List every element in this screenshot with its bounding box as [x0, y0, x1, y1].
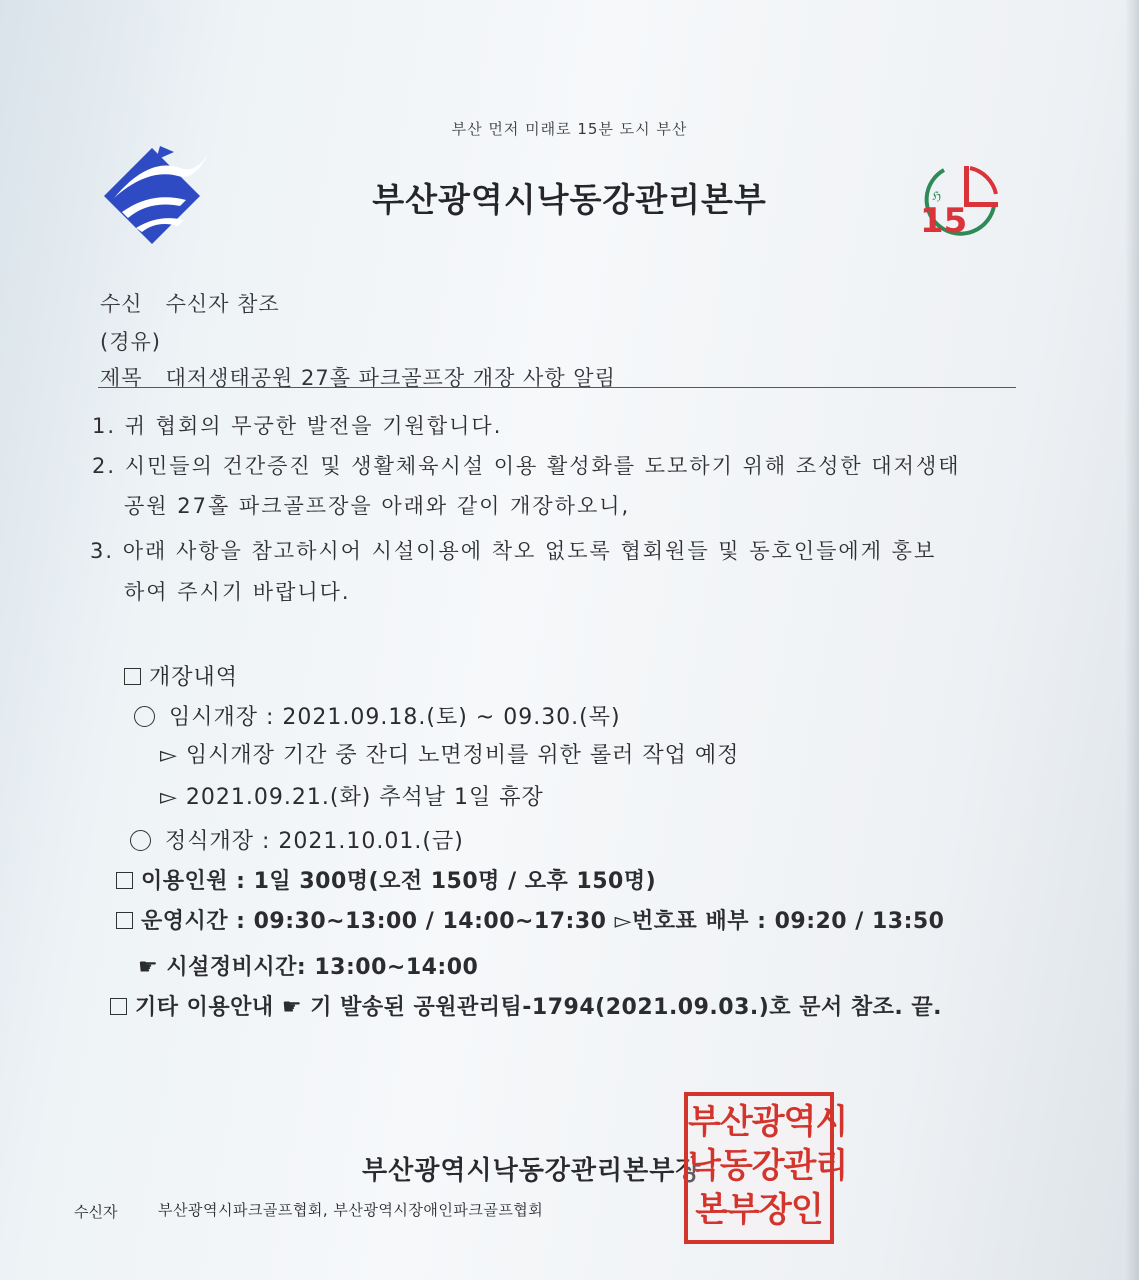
recipient-label: 수신 [100, 292, 143, 316]
circle-bullet-icon [134, 706, 155, 727]
temp-opening [134, 700, 621, 731]
paragraph-2-line-2: 공원 27홀 파크골프장을 아래와 같이 개장하오니, [124, 494, 631, 518]
other-info-text: 기타 이용안내 ☛ 기 발송된 공원관리팀-1794(2021.09.03.)호 문서 참조. 끝. [135, 995, 943, 1020]
operating-hours [116, 904, 944, 935]
paragraph-3-line-1: 3. 아래 사항을 참고하시어 시설이용에 착오 없도록 협회원들 및 동호인들에게 홍보 [90, 539, 937, 563]
paragraph-1: 1. 귀 협회의 무궁한 발전을 기원합니다. [92, 414, 503, 438]
fifteen-minute-city-badge [914, 160, 1006, 240]
temp-opening-text: 임시개장 : 2021.09.18.(토) ~ 09.30.(목) [169, 705, 621, 730]
header-divider [98, 387, 1016, 388]
seal-line-3: 본부장인 [695, 1190, 823, 1230]
capacity-text: 이용인원 : 1일 300명(오전 150명 / 오후 150명) [141, 869, 657, 894]
maintenance-time: ☛ 시설정비시간: 13:00~14:00 [138, 955, 479, 980]
recipient-value: 수신자 참조 [165, 292, 280, 316]
circle-bullet-icon [130, 830, 151, 851]
recipients-value: 부산광역시파크골프협회, 부산광역시장애인파크골프협회 [158, 1201, 544, 1219]
svg-text:15: 15 [920, 201, 968, 240]
checkbox-square-icon [116, 912, 133, 929]
other-info [110, 990, 942, 1021]
subject-label: 제목 [100, 366, 143, 390]
paragraph-3-line-2: 하여 주시기 바랍니다. [124, 580, 351, 604]
temp-note-closure: ▻ 2021.09.21.(화) 추석날 1일 휴장 [160, 785, 544, 810]
slogan: 부산 먼저 미래로 15분 도시 부산 [451, 120, 688, 138]
official-opening-text: 정식개장 : 2021.10.01.(금) [165, 829, 464, 854]
temp-note-roller: ▻ 임시개장 기간 중 잔디 노면정비를 위한 롤러 작업 예정 [160, 743, 740, 768]
svg-text:ℌ: ℌ [932, 189, 942, 203]
checkbox-square-icon [110, 998, 127, 1015]
checkbox-square-icon [124, 668, 141, 685]
checkbox-square-icon [116, 872, 133, 889]
paragraph-2-line-1: 2. 시민들의 건간증진 및 생활체육시설 이용 활성화를 도모하기 위해 조성한 대저생태 [92, 454, 961, 478]
recipients-label: 수신자 [74, 1203, 118, 1221]
opening-heading-text: 개장내역 [149, 665, 239, 690]
subject-value: 대저생태공원 27홀 파크골프장 개장 사항 알림 [165, 366, 616, 390]
official-seal [684, 1092, 848, 1244]
opening-heading [124, 660, 238, 691]
operating-hours-text: 운영시간 : 09:30~13:00 / 14:00~17:30 ▻번호표 배부 : 09:20 / 13:50 [141, 909, 945, 934]
official-opening [130, 824, 464, 855]
via-row: (경유) [100, 330, 161, 354]
org-title: 부산광역시낙동강관리본부 [372, 180, 767, 219]
capacity [116, 864, 656, 895]
seal-line-2: 낙동강관리 [688, 1146, 848, 1186]
sender-title: 부산광역시낙동강관리본부장 [362, 1156, 702, 1186]
recipient-row [100, 288, 280, 318]
seal-line-1: 부산광역시 [688, 1102, 848, 1142]
